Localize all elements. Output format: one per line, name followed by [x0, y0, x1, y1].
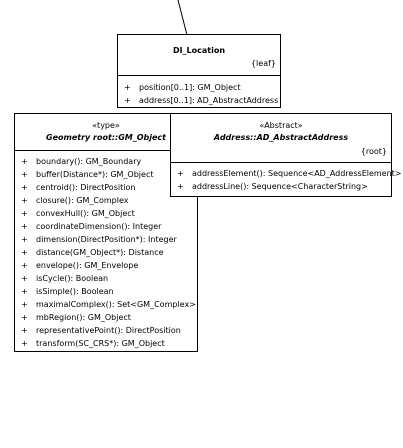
operation-text: distance(GM_Object*): Distance	[36, 248, 164, 257]
class-ad-abstract-address[interactable]	[170, 113, 402, 197]
visibility-marker: +	[21, 326, 28, 335]
class-tag: {root}	[360, 147, 387, 156]
association-line	[178, 0, 187, 35]
operation-row	[15, 285, 197, 298]
operation-row	[15, 207, 197, 220]
operation-row	[15, 233, 197, 246]
visibility-marker: +	[21, 183, 28, 192]
operation-compartment	[171, 162, 402, 193]
visibility-marker: +	[21, 209, 28, 218]
operation-text: isSimple(): Boolean	[36, 287, 114, 296]
operation-row	[15, 272, 197, 285]
class-stereotype: «type»	[92, 121, 120, 130]
operation-text: buffer(Distance*): GM_Object	[36, 170, 154, 179]
operation-text: transform(SC_CRS*): GM_Object	[36, 339, 165, 348]
operation-text: isCycle(): Boolean	[36, 274, 109, 283]
operation-row	[15, 311, 197, 324]
operation-text: closure(): GM_Complex	[36, 196, 129, 205]
operation-row	[15, 220, 197, 233]
visibility-marker: +	[177, 182, 184, 191]
operation-row	[15, 324, 197, 337]
visibility-marker: +	[177, 169, 184, 178]
attribute-text: address[0..1]: AD_AbstractAddress	[139, 96, 279, 105]
class-header	[118, 35, 280, 75]
visibility-marker: +	[21, 222, 28, 231]
attribute-compartment	[118, 75, 280, 108]
operation-text: convexHull(): GM_Object	[36, 209, 135, 218]
visibility-marker: +	[124, 96, 131, 105]
class-tag: {leaf}	[250, 59, 276, 68]
operation-row	[15, 298, 197, 311]
operation-text: addressElement(): Sequence<AD_AddressElement>	[192, 169, 402, 178]
visibility-marker: +	[21, 313, 28, 322]
visibility-marker: +	[21, 196, 28, 205]
operation-text: centroid(): DirectPosition	[36, 183, 136, 192]
visibility-marker: +	[21, 287, 28, 296]
visibility-marker: +	[21, 339, 28, 348]
operation-row	[171, 167, 402, 180]
visibility-marker: +	[124, 83, 131, 92]
visibility-marker: +	[21, 157, 28, 166]
operation-text: boundary(): GM_Boundary	[36, 157, 142, 166]
operation-row	[171, 180, 391, 193]
operation-text: envelope(): GM_Envelope	[36, 261, 139, 270]
visibility-marker: +	[21, 248, 28, 257]
visibility-marker: +	[21, 274, 28, 283]
visibility-marker: +	[21, 261, 28, 270]
class-stereotype: «Abstract»	[259, 121, 303, 130]
class-name: DI_Location	[172, 46, 226, 55]
class-name: Geometry root::GM_Object	[46, 133, 166, 142]
class-di-location[interactable]	[117, 34, 281, 108]
class-name: Address::AD_AbstractAddress	[213, 133, 349, 142]
operation-row	[15, 246, 197, 259]
operation-text: representativePoint(): DirectPosition	[36, 326, 181, 335]
class-header	[171, 114, 391, 162]
visibility-marker: +	[21, 170, 28, 179]
attribute-text: position[0..1]: GM_Object	[139, 83, 241, 92]
visibility-marker: +	[21, 300, 28, 309]
operation-text: mbRegion(): GM_Object	[36, 313, 131, 322]
operation-text: maximalComplex(): Set<GM_Complex>	[36, 300, 196, 309]
visibility-marker: +	[21, 235, 28, 244]
operation-text: dimension(DirectPosition*): Integer	[36, 235, 177, 244]
attribute-row	[118, 94, 280, 107]
operation-text: addressLine(): Sequence<CharacterString>	[192, 182, 368, 191]
operation-text: coordinateDimension(): Integer	[36, 222, 162, 231]
operation-row	[15, 337, 197, 350]
operation-row	[15, 259, 197, 272]
attribute-row	[118, 81, 280, 94]
